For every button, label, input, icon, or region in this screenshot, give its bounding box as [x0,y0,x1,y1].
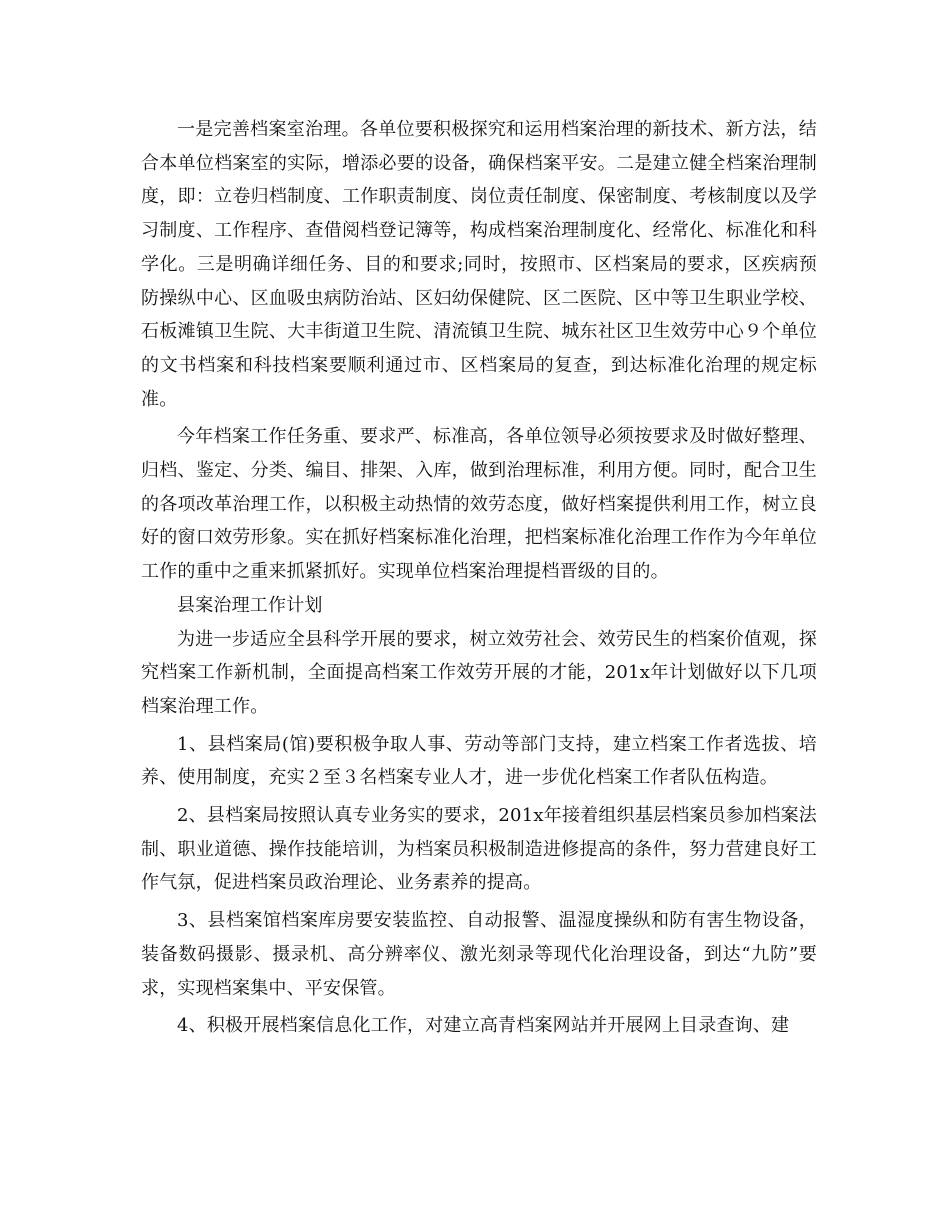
paragraph-plan-intro: 为进一步适应全县科学开展的要求，树立效劳社会、效劳民生的档案价值观，探究档案工作新机制，全面提高档案工作效劳开展的才能，201x年计划做好以下几项档案治理工作。 [141,628,817,717]
list-item-2-training: 2、县档案局按照认真专业务实的要求，201x年接着组织基层档案员参加档案法制、职业道德、操作技能培训，为档案员积极制造进修提高的条件，努力营建良好工作气氛，促进档案员政治理论、业务素养的提高。 [141,805,817,894]
list-item-4-informatization: 4、积极开展档案信息化工作，对建立高青档案网站并开展网上目录查询、建 [177,1015,790,1037]
paragraph-archive-room-management: 一是完善档案室治理。各单位要积极探究和运用档案治理的新技术、新方法，结合本单位档案室的实际，增添必要的设备，确保档案平安。二是建立健全档案治理制度，即：立卷归档制度、工作职责制度、岗位责任制度、保密制度、考核制度以及学习制度、工作程序、查借阅档登记簿等，构成档案治理制度化、经常化、标准化和科学化。三是明确详细任务、目的和要求;同时，按照市、区档案局的要求，区疾病预防操纵中心、区血吸虫病防治站、区妇幼保健院、区二医院、区中等卫生职业学校、石板滩镇卫生院、大丰街道卫生院、清流镇卫生院、城东社区卫生效劳中心９个单位的文书档案和科技档案要顺利通过市、区档案局的复查，到达标准化治理的规定标准。 [141,119,817,410]
list-item-3-equipment: 3、县档案馆档案库房要安装监控、自动报警、温湿度操纵和防有害生物设备，装备数码摄影、摄录机、高分辨率仪、激光刻录等现代化治理设备，到达“九防”要求，实现档案集中、平安保管。 [141,910,817,999]
paragraph-annual-archive-tasks: 今年档案工作任务重、要求严、标准高，各单位领导必须按要求及时做好整理、归档、鉴定、分类、编目、排架、入库，做到治理标准，利用方便。同时，配合卫生的各项改革治理工作，以积极主动热情的效劳态度，做好档案提供利用工作，树立良好的窗口效劳形象。实在抓好档案标准化治理，把档案标准化治理工作作为今年单位工作的重中之重来抓紧抓好。实现单位档案治理提档晋级的目的。 [141,426,817,583]
document-body [141,113,817,1043]
list-item-1-staffing: 1、县档案局(馆)要积极争取人事、劳动等部门支持，建立档案工作者选拔、培养、使用制度，充实２至３名档案专业人才，进一步优化档案工作者队伍构造。 [141,733,817,789]
section-heading-county-plan: 县案治理工作计划 [177,594,323,616]
